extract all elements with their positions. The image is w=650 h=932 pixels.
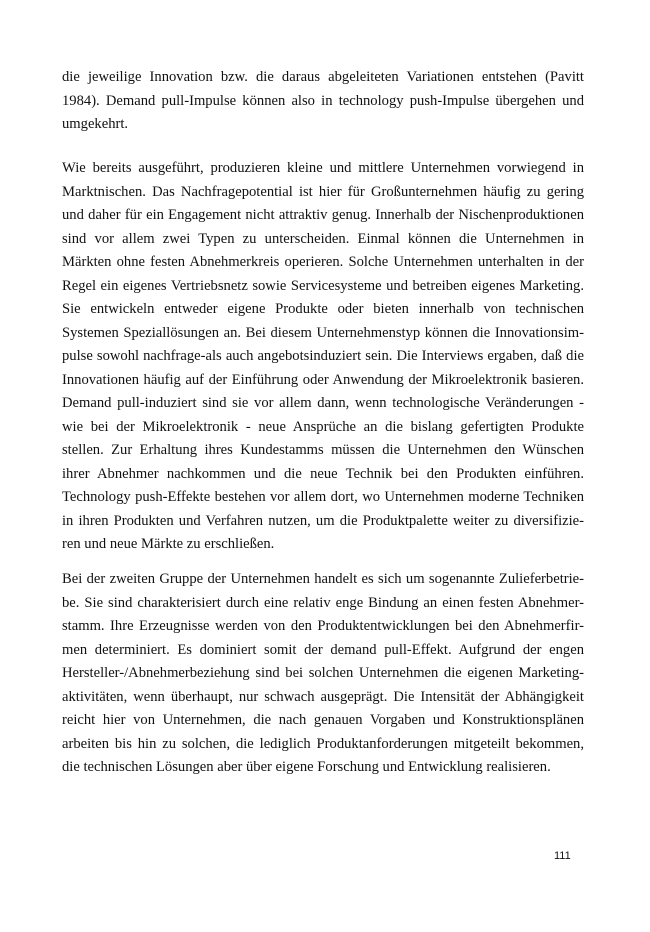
text-line: Innovationen häufig auf der Einführung oder Anwendung der Mikroelektronik basieren. [62, 371, 584, 388]
text-line: Demand pull-induziert sind sie vor allem dann, wenn technologische Veränderungen - [62, 395, 584, 411]
text-line: men determiniert. Es dominiert somit der demand pull-Effekt. Aufgrund der engen [62, 641, 584, 658]
text-line: arbeiten bis hin zu solchen, die lediglich Produktanforderungen mitgeteilt bekommen, [62, 735, 584, 752]
text-line: pulse sowohl nachfrage-als auch angebotsinduziert sein. Die Interviews ergaben, daß die [62, 348, 584, 364]
text-line: stamm. Ihre Erzeugnisse werden von den Produktentwicklungen bei den Abnehmerfir- [62, 618, 584, 634]
text-line: Hersteller-/Abnehmerbeziehung sind bei solchen Unternehmen die eigenen Marketing- [62, 665, 584, 681]
text-line: Marktnischen. Das Nachfragepotential ist hier für Großunternehmen häufig zu gering [62, 183, 584, 200]
text-line: und daher für ein Engagement nicht attraktiv genug. Innerhalb der Nischenproduktionen [62, 207, 584, 223]
text-line: Märkten ohne festen Abnehmerkreis operieren. Solche Unternehmen unterhalten in der [62, 254, 584, 270]
text-line: Technology push-Effekte bestehen vor allem dort, wo Unternehmen moderne Techniken [62, 489, 584, 505]
text-line: Regel ein eigenes Vertriebsnetz sowie Servicesysteme und betreiben eigenes Marketing. [62, 277, 584, 294]
text-line: aktivitäten, wenn überhaupt, nur schwach ausgeprägt. Die Intensität der Abhängigkeit [62, 688, 584, 705]
text-line: ren und neue Märkte zu erschließen. [62, 536, 275, 552]
paragraph-1 [62, 66, 584, 137]
text-line: reicht hier von Unternehmen, die nach genauen Vorgaben und Konstruktionsplänen [62, 712, 584, 728]
paragraph-2 [62, 157, 584, 557]
paragraph-3 [62, 568, 584, 780]
text-line: Systemen Speziallösungen an. Bei diesem Unternehmenstyp können die Innovationsim- [62, 324, 584, 341]
text-line: die technischen Lösungen aber über eigene Forschung und Entwicklung realisieren. [62, 759, 551, 775]
page-number: 111 [554, 850, 571, 862]
text-line: wie bei der Mikroelektronik - neue Ansprüche an die bislang gefertigten Produkte [62, 418, 584, 435]
text-line: die jeweilige Innovation bzw. die daraus abgeleiteten Variationen entstehen (Pavitt [62, 69, 584, 85]
text-line: ihrer Abnehmer nachkommen und die neue Technik bei den Produkten einführen. [62, 465, 584, 482]
text-line: Bei der zweiten Gruppe der Unternehmen handelt es sich um sogenannte Zulieferbetrie- [62, 571, 584, 587]
text-line: 1984). Demand pull-Impulse können also in technology push-Impulse übergehen und [62, 92, 584, 109]
text-line: stellen. Zur Erhaltung ihres Kundestamms müssen die Unternehmen den Wünschen [62, 442, 584, 458]
text-line: Wie bereits ausgeführt, produzieren kleine und mittlere Unternehmen vorwiegend in [62, 160, 584, 176]
text-line: be. Sie sind charakterisiert durch eine relativ enge Bindung an einen festen Abnehmer- [62, 594, 584, 611]
text-line: Sie entwickeln entweder eigene Produkte oder bieten innerhalb von technischen [62, 301, 584, 317]
text-line: sind vor allem zwei Typen zu unterscheiden. Einmal können die Unternehmen in [62, 230, 584, 247]
text-line: umgekehrt. [62, 116, 129, 132]
text-line: in ihren Produkten und Verfahren nutzen, um die Produktpalette weiter zu diversifizie- [62, 512, 584, 529]
